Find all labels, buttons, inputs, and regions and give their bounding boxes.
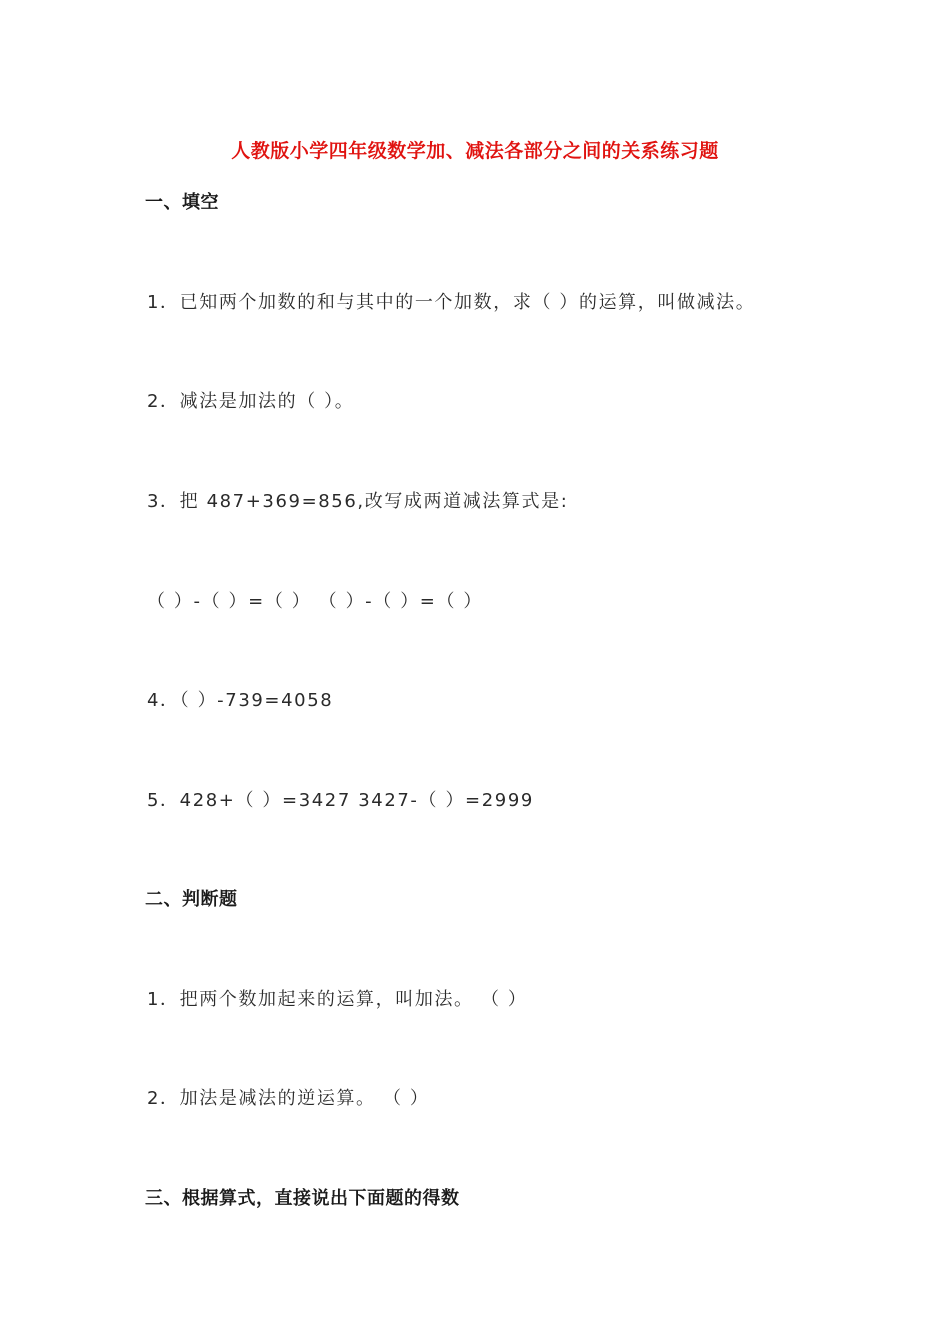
question-1-5: 5．428+（ ）=3427 3427-（ ）=2999 [147, 790, 534, 811]
question-2-1: 1．把两个数加起来的运算，叫加法。 （ ） [147, 989, 528, 1010]
document-title: 人教版小学四年级数学加、减法各部分之间的关系练习题 [231, 140, 719, 162]
section-heading-true-false: 二、判断题 [145, 889, 238, 910]
question-2-2: 2．加法是减法的逆运算。 （ ） [147, 1088, 430, 1109]
question-1-3-blanks: （ ）-（ ）=（ ） （ ）-（ ）=（ ） [147, 591, 484, 612]
question-1-1: 1．已知两个加数的和与其中的一个加数，求（ ）的运算，叫做减法。 [147, 292, 756, 313]
section-heading-mental-math: 三、根据算式，直接说出下面题的得数 [145, 1188, 460, 1209]
question-1-4: 4．（ ）-739=4058 [147, 690, 334, 711]
section-heading-fill-blanks: 一、填空 [145, 192, 219, 213]
question-1-3: 3．把 487+369=856,改写成两道减法算式是: [147, 491, 569, 512]
question-1-2: 2．减法是加法的（ ）。 [147, 391, 355, 412]
